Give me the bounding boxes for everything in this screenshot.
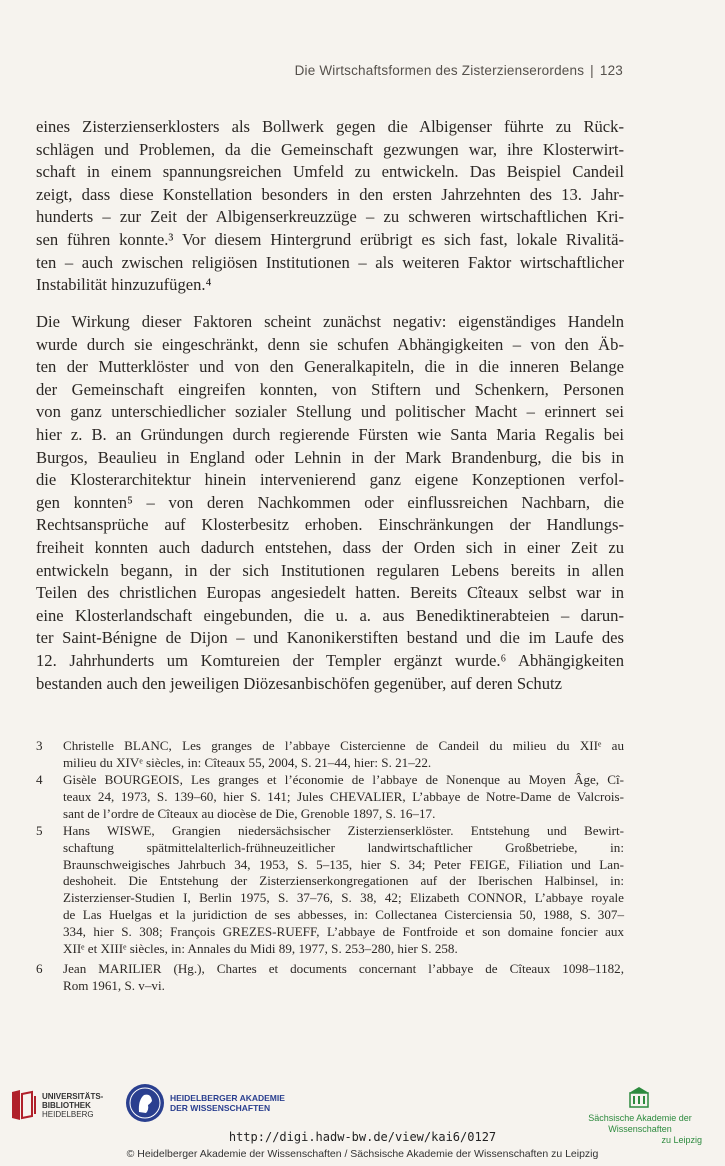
footnote-line: Christelle BLANC, Les granges de l’abbaye Cistercienne de Candeil du milieu du XIIᵉ au bbox=[63, 738, 624, 753]
hadw-seal-icon bbox=[124, 1082, 166, 1124]
paragraph-1-line: hunderts – zur Zeit der Albigenserkreuzzüge – zu schweren wirtschaftlichen Kri- bbox=[36, 207, 624, 227]
footnote-4 bbox=[36, 772, 624, 822]
copyright-notice: © Heidelberger Akademie der Wissenschaften / Sächsische Akademie der Wissenschaften zu Leipzig bbox=[126, 1148, 599, 1160]
ub-logo-line-1: UNIVERSITÄTS- bbox=[42, 1092, 104, 1101]
page-url-link[interactable]: http://digi.hadw-bw.de/view/kai6/0127 bbox=[228, 1130, 497, 1144]
paragraph-1-line: ten – auch zwischen religiösen Institutionen – als weiteren Faktor wirtschaftlicher bbox=[36, 252, 624, 272]
paragraph-1-line: schlägen und Problemen, da die Gemeinschaft gezwungen war, ihre Klosterwirt- bbox=[36, 139, 624, 159]
paragraph-2-line: die Klosterarchitektur hinein intervenierend ganz eigene Konzeptionen verfol- bbox=[36, 470, 624, 490]
paragraph-2-line: hier z. B. an Gründungen durch regierende Fürsten wie Santa Maria Regalis bei bbox=[36, 424, 624, 444]
footnote-line: sant de l’ordre de Cîteaux au diocèse de Die, Grenoble 1897, S. 16–17. bbox=[63, 805, 436, 821]
paragraph-2-line: entwickeln begann, in der sich Institutionen regularen Lebens bereits in allen bbox=[36, 560, 624, 580]
paragraph-2-line: 12. Jahrhunderts um Komtureien der Templer ergänzt wurde.⁶ Abhängigkeiten bbox=[36, 650, 624, 670]
paragraph-2-line: bestanden auch den jeweiligen Diözesanbischöfen gegenüber, auf deren Schutz bbox=[36, 673, 562, 693]
page-number: 123 bbox=[599, 63, 623, 78]
footnote-number: 5 bbox=[36, 823, 43, 838]
paragraph-2-line: Teilen des christlichen Europas angesiedelt hatten. Bereits Cîteaux selbst war in bbox=[36, 583, 624, 603]
footnote-line: teaux 24, 1973, S. 139–60, hier S. 141; Jules CHEVALIER, L’abbaye de Notre-Dame de Valcrois- bbox=[63, 788, 624, 804]
footnote-line: de Las Huelgas et la juridiction de ses abbesses, in: Collectanea Cisterciensia 50, 1988, S. 307– bbox=[63, 906, 624, 922]
hadw-logo-line-1: HEIDELBERGER AKADEMIE bbox=[170, 1093, 285, 1103]
paragraph-1-line: eines Zisterzienserklosters als Bollwerk gegen die Albigenser führte zu Rück- bbox=[36, 117, 624, 136]
paragraph-1-line: schaft in einem spannungsreichen Umfeld zu entwickeln. Das Beispiel Candeil bbox=[36, 162, 624, 182]
ub-logo-line-2: BIBLIOTHEK bbox=[42, 1101, 91, 1110]
paragraph-2-line: ten der Mutterklöster und von den Generalkapiteln, die in die inneren Belange bbox=[36, 357, 624, 377]
body-paragraph-2 bbox=[36, 311, 624, 695]
paragraph-1-line: Instabilität hinzuzufügen.⁴ bbox=[36, 275, 212, 295]
saw-building-icon bbox=[628, 1085, 650, 1109]
footnote-line: Rom 1961, S. v–vi. bbox=[63, 977, 165, 993]
footnote-line: deshoheit. Die Entstehung der Zisterzienserkongregationen auf der Iberischen Halbinsel, in: bbox=[63, 873, 624, 889]
ub-logo-line-3: HEIDELBERG bbox=[42, 1110, 94, 1119]
paragraph-1-line: zeigt, dass diese Konstellation besonders in den ersten Jahrzehnten des 13. Jahr- bbox=[36, 184, 624, 204]
paragraph-2-line: der Gemeinschaft eingreifen konnten, von Stiftern und Schenkern, Personen bbox=[36, 379, 624, 399]
header-separator: | bbox=[590, 63, 594, 78]
footnote-text bbox=[63, 772, 624, 822]
paragraph-1-line: sen führen konnte.³ Vor diesem Hintergrund erübrigt es sich fast, lokale Rivalitä- bbox=[36, 229, 624, 249]
running-title: Die Wirtschaftsformen des Zisterzienserordens bbox=[294, 63, 585, 78]
paragraph-2-line: freiheit konnten auch dadurch entstehen, dass der Orden sich in einer Zeit zu bbox=[36, 537, 624, 557]
paragraph-2-line: gen konnten⁵ – von deren Nachkommen oder einflussreichen Nachbarn, die bbox=[36, 492, 624, 512]
footnote-line: XIIᵉ et XIIIᵉ siècles, in: Annales du Midi 89, 1977, S. 253–280, hier S. 258. bbox=[63, 940, 458, 956]
hadw-logo[interactable] bbox=[124, 1082, 294, 1128]
footnote-line: milieu du XIVᵉ siècles, in: Cîteaux 55, 2004, S. 21–44, hier: S. 21–22. bbox=[63, 754, 432, 770]
paragraph-2-line: Die Wirkung dieser Faktoren scheint zunächst negativ: eigenständiges Handeln bbox=[36, 312, 624, 331]
saw-logo-line-2: zu Leipzig bbox=[661, 1135, 702, 1145]
footnote-line: Zisterzienser-Studien I, Berlin 1975, S. 37–76, S. 38, 42; Elizabeth CONNOR, L’abbaye royale bbox=[63, 890, 624, 906]
footnote-line: Gisèle BOURGEOIS, Les granges et l’économie de l’abbaye de Nonenque au Moyen Âge, Cî- bbox=[63, 772, 624, 787]
hadw-logo-line-2: DER WISSENSCHAFTEN bbox=[170, 1103, 271, 1113]
body-paragraph-1 bbox=[36, 116, 624, 297]
footnote-text bbox=[63, 738, 624, 772]
footnote-text bbox=[63, 961, 624, 995]
footnote-line: Braunschweigisches Jahrbuch 34, 1953, S. 5–135, hier S. 34; Peter FEIGE, Filiation und Lan- bbox=[63, 856, 624, 872]
saw-logo-line-1: Sächsische Akademie der Wissenschaften bbox=[588, 1113, 692, 1134]
footnote-line: 334, hier S. 308; François GREZES-RUEFF, L’abbaye de Fontfroide et son domaine foncier aux bbox=[63, 923, 624, 939]
paragraph-2-line: von ganz unterschiedlicher sozialer Stellung und politischer Macht – erinnert sei bbox=[36, 402, 624, 422]
footnote-line: schaftung spätmittelalterlich-frühneuzeitlicher landwirtschaftlicher Großbetriebe, in: bbox=[63, 839, 624, 855]
paragraph-2-line: Burgos, Beaulieu in England oder Lehnin in der Mark Brandenburg, die bis in bbox=[36, 447, 624, 467]
paragraph-2-line: Rechtsansprüche auf Klosterbesitz erhoben. Einschränkungen der Handlungs- bbox=[36, 515, 624, 535]
footnote-number: 4 bbox=[36, 772, 43, 787]
footnote-3 bbox=[36, 738, 624, 772]
footnote-number: 6 bbox=[36, 961, 43, 976]
ub-logo-icon bbox=[10, 1088, 38, 1122]
footnote-number: 3 bbox=[36, 738, 43, 753]
paragraph-2-line: ter Saint-Bénigne de Dijon – und Kanonikerstiften bestand und die im Laufe des bbox=[36, 628, 624, 648]
footnote-6 bbox=[36, 961, 624, 995]
paragraph-2-line: eine Klosterlandschaft eingebunden, die u. a. aus Benediktinerabteien – darun- bbox=[36, 605, 624, 625]
running-head bbox=[295, 63, 623, 78]
footnote-text bbox=[63, 823, 624, 957]
paragraph-2-line: wurde durch sie eingeschränkt, denn sie schufen Abhängigkeiten – von den Äb- bbox=[36, 334, 624, 354]
footnote-line: Hans WISWE, Grangien niedersächsischer Zisterzienserklöster. Entstehung und Bewirt- bbox=[63, 823, 624, 838]
footnote-line: Jean MARILIER (Hg.), Chartes et documents concernant l’abbaye de Cîteaux 1098–1182, bbox=[63, 961, 624, 976]
ub-heidelberg-logo[interactable] bbox=[10, 1088, 110, 1128]
footnote-5 bbox=[36, 823, 624, 957]
